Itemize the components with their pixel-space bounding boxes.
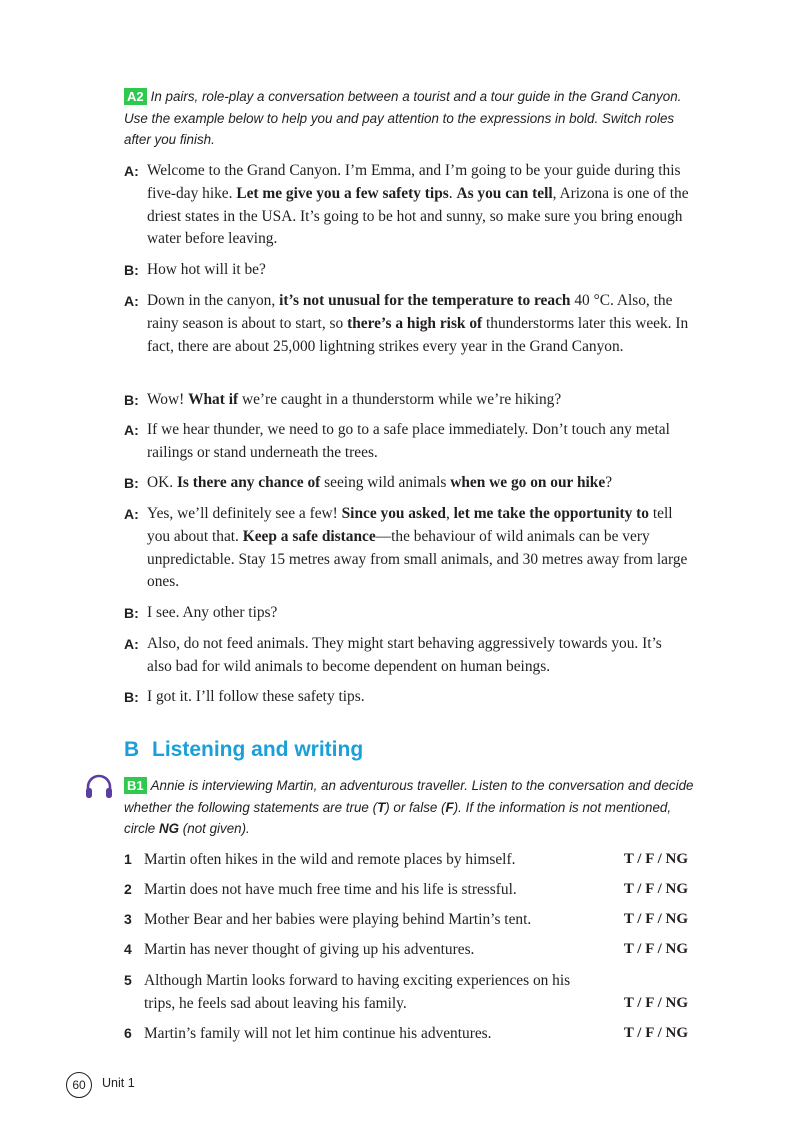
- statement-item: [124, 1022, 690, 1045]
- dialogue-line-b4: B: I see. Any other tips?: [124, 602, 690, 625]
- statement-text: Mother Bear and her babies were playing behind Martin’s tent.: [144, 911, 532, 928]
- section-b-heading: [124, 738, 363, 762]
- a2-instruction-text: In pairs, role-play a conversation between a tourist and a tour guide in the Grand Canyon. Use the example below to help you and pay attention to the expressions in bold. Switch roles after you finish.: [124, 89, 682, 147]
- speaker-label: A:: [124, 163, 139, 179]
- unit-label: Unit 1: [102, 1076, 135, 1090]
- headphones-icon: [84, 774, 114, 800]
- page-number: 60: [66, 1072, 92, 1098]
- tf-ng-choice[interactable]: T / F / NG: [623, 941, 688, 957]
- speaker-label: B:: [124, 392, 139, 408]
- statement-item: [124, 969, 690, 1015]
- dialogue-line-a2: A: Down in the canyon, it’s not unusual for the temperature to reach 40 °C. Also, the rainy season is about to start, so there’s a high risk of thunderstorms later this week. In fact, there are about 25,000 lightning strikes every year in the Grand Canyon.: [124, 292, 689, 355]
- statement-text: Martin often hikes in the wild and remote places by himself.: [144, 851, 516, 868]
- statement-item: [124, 908, 690, 931]
- dialogue-line-a5: A: Also, do not feed animals. They might start behaving aggressively towards you. It’s also bad for wild animals to become dependent on human beings.: [124, 635, 662, 675]
- statement-text: Although Martin looks forward to having exciting experiences on his trips, he feels sad about leaving his family.: [144, 972, 571, 1012]
- statement-number: 5: [124, 972, 132, 988]
- b1-instruction: B1 Annie is interviewing Martin, an adventurous traveller. Listen to the conversation and decide whether the following statements are true (T) or false (F). If the information is not mentioned, circle NG (not given).: [124, 778, 694, 836]
- statement-number: 4: [124, 941, 132, 957]
- speaker-label: A:: [124, 636, 139, 652]
- statement-item: [124, 938, 690, 961]
- speaker-label: B:: [124, 605, 139, 621]
- speaker-label: B:: [124, 262, 139, 278]
- statement-number: 2: [124, 881, 132, 897]
- dialogue-line-a3: A: If we hear thunder, we need to go to a safe place immediately. Don’t touch any metal railings or stand underneath the trees.: [124, 421, 670, 461]
- statement-text: Martin has never thought of giving up his adventures.: [144, 941, 475, 958]
- tf-ng-choice[interactable]: T / F / NG: [623, 1025, 688, 1041]
- dialogue-line-a4: A: Yes, we’ll definitely see a few! Since you asked, let me take the opportunity to tell you about that. Keep a safe distance—the behaviour of wild animals can be very unpredictable. Stay 15 metres away from small animals, and 30 metres away from large ones.: [124, 505, 688, 591]
- statement-item: [124, 848, 690, 871]
- speaker-label: A:: [124, 422, 139, 438]
- speaker-label: A:: [124, 293, 139, 309]
- section-letter: B: [124, 738, 140, 761]
- tf-ng-choice[interactable]: T / F / NG: [623, 911, 688, 927]
- statement-number: 3: [124, 911, 132, 927]
- speaker-label: B:: [124, 689, 139, 705]
- speaker-label: A:: [124, 506, 139, 522]
- statement-number: 6: [124, 1025, 132, 1041]
- dialogue-line-a1: A: Welcome to the Grand Canyon. I’m Emma, and I’m going to be your guide during this five-day hike. Let me give you a few safety tips. As you can tell, Arizona is one of the driest states in the USA. It’s going to be hot and sunny, so make sure you bring enough water before leaving.: [124, 162, 689, 248]
- dialogue-line-b1: B: How hot will it be?: [124, 259, 690, 282]
- dialogue-line-b5: B: I got it. I’ll follow these safety tips.: [124, 686, 690, 709]
- speaker-label: B:: [124, 475, 139, 491]
- statement-text: Martin does not have much free time and his life is stressful.: [144, 881, 517, 898]
- a2-tag: A2: [124, 88, 147, 105]
- tf-ng-choice[interactable]: T / F / NG: [623, 881, 688, 897]
- dialogue-line-b2: B: Wow! What if we’re caught in a thunderstorm while we’re hiking?: [124, 389, 690, 412]
- statement-text: Martin’s family will not let him continue his adventures.: [144, 1025, 492, 1042]
- statement-item: [124, 878, 690, 901]
- tf-ng-choice[interactable]: T / F / NG: [623, 851, 688, 867]
- dialogue-line-b3: B: OK. Is there any chance of seeing wild animals when we go on our hike?: [124, 472, 690, 495]
- a2-instruction: [124, 86, 684, 151]
- tf-ng-choice[interactable]: T / F / NG: [623, 995, 688, 1011]
- b1-tag: B1: [124, 777, 147, 794]
- statement-number: 1: [124, 851, 132, 867]
- section-title: Listening and writing: [152, 738, 364, 761]
